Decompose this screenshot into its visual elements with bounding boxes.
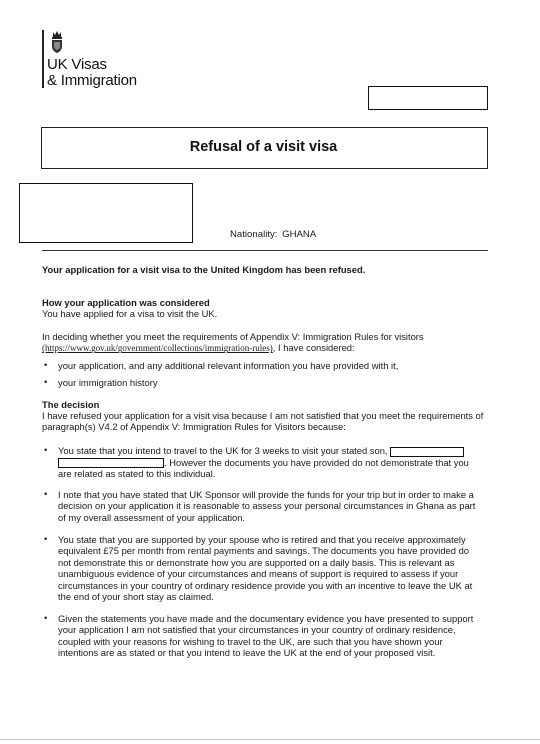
immigration-rules-link[interactable]: (https://www.gov.uk/government/collections/immigration-rules) — [42, 343, 273, 354]
nationality-value: GHANA — [282, 229, 317, 240]
page-bottom-edge — [0, 739, 540, 740]
bullet-icon: • — [44, 445, 48, 456]
decision-item-1-part-b: . However the documents you have provided do not demonstrate that you are related as stated to this individual. — [58, 456, 469, 480]
page-title: Refusal of a visit visa — [189, 139, 338, 155]
decision-item-1 — [58, 445, 483, 479]
considered-after-link: , I have considered: — [272, 342, 355, 354]
considered-deciding: In deciding whether you meet the requirements of Appendix V: Immigration Rules for visitors — [42, 331, 424, 342]
decision-heading: The decision — [42, 399, 100, 410]
bullet-icon: • — [44, 534, 48, 545]
considered-item-1: your application, and any additional relevant information you have provided with it, — [58, 360, 399, 371]
bullet-icon: • — [44, 613, 48, 624]
considered-item-2: your immigration history — [58, 377, 158, 388]
redacted-son-name-2 — [58, 458, 164, 468]
decision-item-2: I note that you have stated that UK Sponsor will provide the funds for your trip but in order to make a decision on your application it is reasonable to assess your personal circumstances in Ghana as part of my overall assessment of your application. — [58, 489, 476, 523]
redacted-applicant-box — [19, 183, 193, 243]
logo-text-line1: UK Visas — [47, 56, 107, 73]
royal-crest-icon — [48, 30, 66, 54]
decision-intro: I have refused your application for a visit visa because I am not satisfied that you meet the requirements of paragraph(s) V4.2 of Appendix V: Immigration Rules for Visitors because: — [42, 410, 484, 433]
bullet-icon: • — [44, 489, 48, 500]
decision-item-4: Given the statements you have made and the documentary evidence you have presented to support your application I am not satisfied that your circumstances in your country of ordinary residence, coupled with your reasons for wishing to travel to the UK, are such that you have shown your intentions are as stated or that you intend to leave the UK at the end of your proposed visit. — [58, 613, 474, 659]
bullet-icon: • — [44, 360, 48, 371]
refusal-headline: Your application for a visit visa to the United Kingdom has been refused. — [42, 264, 366, 275]
considered-intro: You have applied for a visa to visit the UK. — [42, 308, 218, 319]
considered-paragraph — [42, 331, 488, 355]
logo-text-line2: & Immigration — [47, 72, 137, 89]
redacted-reference-box — [368, 86, 488, 110]
nationality-line — [230, 229, 316, 241]
redacted-son-name — [390, 447, 464, 457]
decision-item-1-part-a: You state that you intend to travel to the UK for 3 weeks to visit your stated son, — [58, 445, 388, 456]
logo-divider — [42, 30, 44, 88]
bullet-icon: • — [44, 377, 48, 388]
considered-heading: How your application was considered — [42, 297, 210, 308]
header-divider — [42, 250, 488, 251]
decision-item-3: You state that you are supported by your spouse who is retired and that you receive approximately equivalent £75 per month from rental payments and savings. The documents you have provided do not demonstrate this or demonstrate how you are supported on a daily basis. This is relevant as unambiguous evidence of your circumstances and means of support is required to assess if your circumstances in your country of ordinary residence provide you with an incentive to leave the UK at the end of your short stay as claimed. — [58, 534, 473, 603]
nationality-label: Nationality: — [230, 229, 278, 240]
